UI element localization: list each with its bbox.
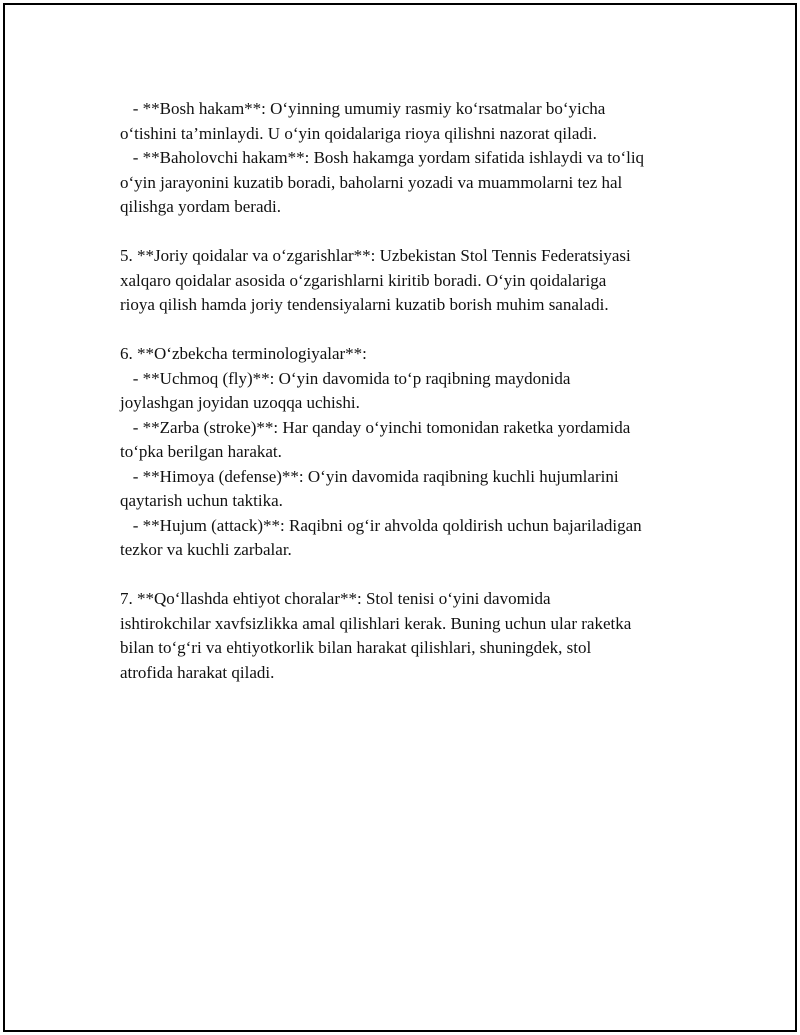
text-line: - **Himoya (defense)**: O‘yin davomida raqibning kuchli hujumlarini xyxy=(120,466,619,486)
text-line: 6. **O‘zbekcha terminologiyalar**: xyxy=(120,344,367,363)
text-line: ishtirokchilar xavfsizlikka amal qilishlari kerak. Buning uchun ular raketka xyxy=(120,613,632,633)
text-line: qaytarish uchun taktika. xyxy=(120,491,283,510)
text-line: o‘yin jarayonini kuzatib boradi, baholarni yozadi va muammolarni tez hal xyxy=(120,172,623,192)
paragraph-spacer xyxy=(120,563,700,588)
text-line: - **Hujum (attack)**: Raqibni og‘ir ahvolda qoldirish uchun bajariladigan xyxy=(120,515,642,535)
paragraph-terminology xyxy=(120,342,700,563)
text-line: to‘pka berilgan harakat. xyxy=(120,442,282,461)
paragraph-spacer xyxy=(120,318,700,343)
text-line: qilishga yordam beradi. xyxy=(120,197,281,216)
text-line: - **Baholovchi hakam**: Bosh hakamga yordam sifatida ishlaydi va to‘liq xyxy=(120,148,645,167)
paragraph-safety xyxy=(120,587,700,685)
text-line: 7. **Qo‘llashda ehtiyot choralar**: Stol tenisi o‘yini davomida xyxy=(120,589,551,608)
text-line: bilan to‘g‘ri va ehtiyotkorlik bilan harakat qilishlari, shuningdek, stol xyxy=(120,638,592,657)
text-line: 5. **Joriy qoidalar va o‘zgarishlar**: Uzbekistan Stol Tennis Federatsiyasi xyxy=(120,246,631,265)
text-line: atrofida harakat qiladi. xyxy=(120,662,275,682)
text-line: - **Uchmoq (fly)**: O‘yin davomida to‘p raqibning maydonida xyxy=(120,368,571,388)
document-body xyxy=(120,97,700,685)
paragraph-spacer xyxy=(120,220,700,245)
text-line: - **Bosh hakam**: O‘yinning umumiy rasmiy ko‘rsatmalar bo‘yicha xyxy=(120,99,606,118)
text-line: - **Zarba (stroke)**: Har qanday o‘yinchi tomonidan raketka yordamida xyxy=(120,417,631,437)
text-line: rioya qilish hamda joriy tendensiyalarni kuzatib borish muhim sanaladi. xyxy=(120,295,609,314)
text-line: tezkor va kuchli zarbalar. xyxy=(120,540,292,559)
paragraph-current-rules xyxy=(120,244,700,318)
paragraph-referees xyxy=(120,97,700,220)
text-line: joylashgan joyidan uzoqqa uchishi. xyxy=(120,393,360,412)
document-page xyxy=(3,3,797,1032)
text-line: o‘tishini ta’minlaydi. U o‘yin qoidalariga rioya qilishni nazorat qiladi. xyxy=(120,123,597,143)
text-line: xalqaro qoidalar asosida o‘zgarishlarni kiritib boradi. O‘yin qoidalariga xyxy=(120,270,607,290)
